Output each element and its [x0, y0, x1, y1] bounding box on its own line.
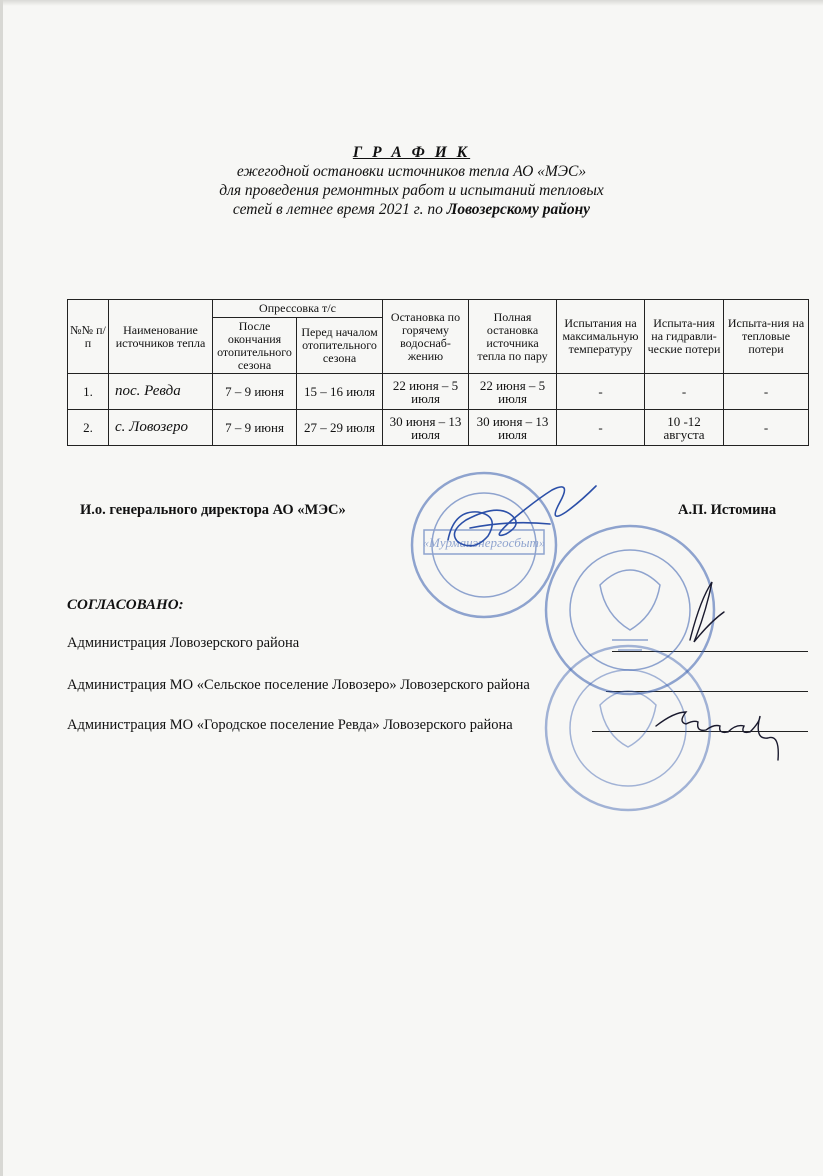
settlement-stamp [546, 646, 710, 810]
header-full-stop: Полная остановка источника тепла по пару [469, 300, 557, 374]
agreed-line-revda: Администрация МО «Городское поселение Ревда» Ловозерского района [67, 717, 513, 733]
row-full-stop: 22 июня – 5 июля [469, 374, 557, 410]
district-signature-icon [690, 582, 724, 642]
director-name: А.П. Истомина [678, 502, 777, 518]
agreed-line-lovozero: Администрация МО «Сельское поселение Ловозеро» Ловозерского района [67, 677, 530, 693]
row-pressure-after: 7 – 9 июня [213, 374, 297, 410]
settlement-emblem-icon [600, 691, 656, 747]
company-stamp [412, 473, 556, 617]
row-hot-water-stop: 22 июня – 5 июля [383, 374, 469, 410]
row-hot-water-stop: 30 июня – 13 июля [383, 410, 469, 446]
row-num: 2. [68, 410, 109, 446]
title-line-2: ежегодной остановки источников тепла АО «МЭС» [236, 163, 587, 180]
revda-signature-icon [656, 712, 778, 760]
header-hydraulic-test: Испыта-ния на гидравли-ческие потери [645, 300, 724, 374]
header-name: Наименование источников тепла [109, 300, 213, 374]
header-max-temp-test: Испытания на максимальную температуру [557, 300, 645, 374]
company-stamp-text: «Мурманэнергосбыт» [422, 535, 546, 550]
row-heat-loss-test: - [724, 410, 809, 446]
header-pressure-group: Опрессовка т/с [213, 300, 383, 318]
row-name: с. Ловозеро [109, 410, 213, 446]
title-district: Ловозерскому району [446, 201, 591, 218]
row-hydraulic-test: 10 -12 августа [645, 410, 724, 446]
row-full-stop: 30 июня – 13 июля [469, 410, 557, 446]
row-pressure-after: 7 – 9 июня [213, 410, 297, 446]
row-heat-loss-test: - [724, 374, 809, 410]
director-position: И.о. генерального директора АО «МЭС» [80, 502, 346, 518]
row-hydraulic-test: - [645, 374, 724, 410]
header-pressure-after: После окончания отопительного сезона [213, 318, 297, 374]
row-max-temp-test: - [557, 374, 645, 410]
title-line-4-prefix: сетей в летнее время 2021 г. по [232, 201, 447, 218]
row-pressure-before: 27 – 29 июля [297, 410, 383, 446]
title-line-3: для проведения ремонтных работ и испытаний тепловых [219, 182, 604, 199]
header-pressure-before: Перед началом отопительного сезона [297, 318, 383, 374]
title-heading: Г Р А Ф И К [352, 144, 471, 161]
row-name: пос. Ревда [109, 374, 213, 410]
agreed-heading: СОГЛАСОВАНО: [67, 597, 184, 613]
row-pressure-before: 15 – 16 июля [297, 374, 383, 410]
row-max-temp-test: - [557, 410, 645, 446]
row-num: 1. [68, 374, 109, 410]
district-emblem-icon [600, 570, 660, 630]
header-heat-loss-test: Испыта-ния на тепловые потери [724, 300, 809, 374]
agreed-line-district: Администрация Ловозерского района [67, 635, 300, 651]
header-hot-water-stop: Остановка по горячему водоснаб-жению [383, 300, 469, 374]
header-num: №№ п/п [68, 300, 109, 374]
